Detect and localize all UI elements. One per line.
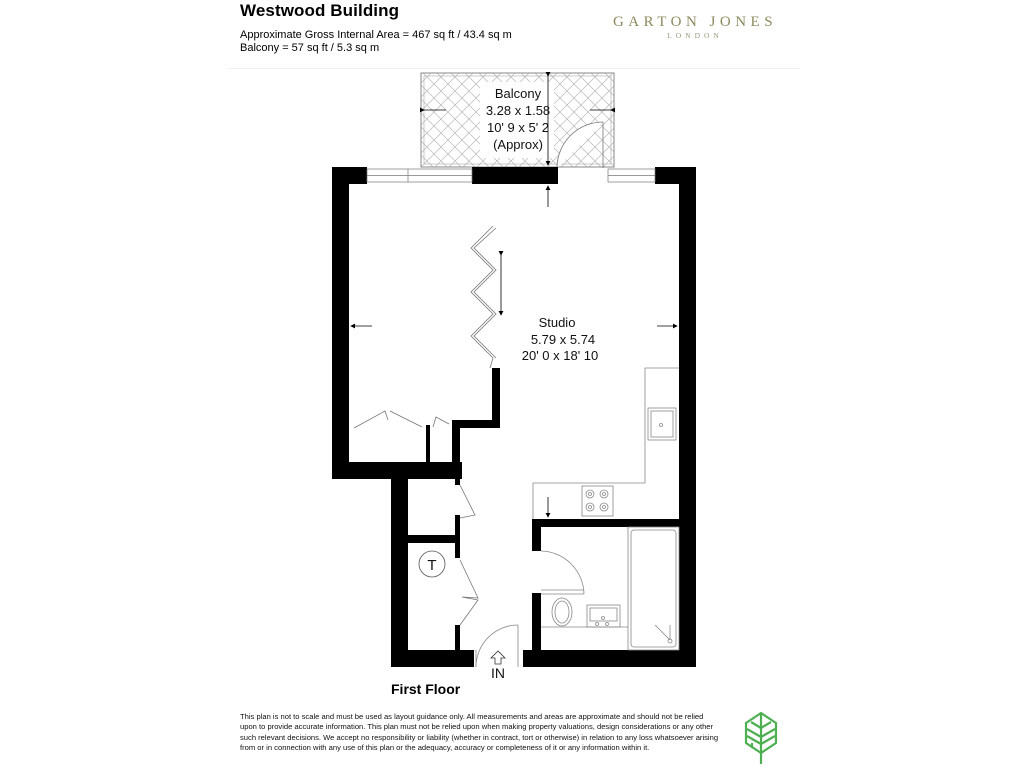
tree-house-icon [743, 710, 779, 766]
disclaimer-text: This plan is not to scale and must be used as layout guidance only. All measurements and areas are approximate and should not be relied upon to provide accurate information. This plan must not be relied upon when making property valuations, design considerations or any other such relevant decisions. We accept no responsibility or liability (whether in contract, tort or otherwise) in relation to any loss whatsoever arising from or in connection with any use of this plan or the adequacy, accuracy or completeness of it or any information within it. [240, 712, 719, 752]
balcony-metric: 3.28 x 1.58 [485, 103, 551, 118]
studio-imperial: 20' 0 x 18' 10 [521, 348, 599, 363]
entrance-label: IN [491, 665, 505, 681]
entrance-arrow-icon [491, 651, 505, 664]
studio-metric: 5.79 x 5.74 [530, 332, 596, 347]
wardrobe-doors [354, 411, 449, 428]
kitchen [533, 368, 679, 519]
balcony-name: Balcony [494, 86, 542, 101]
bifold-door [471, 226, 501, 368]
cupboard-doors [460, 485, 478, 625]
gross-area-text: Approximate Gross Internal Area = 467 sq ft / 43.4 sq m [240, 29, 512, 41]
brand-city: LONDON [667, 31, 723, 40]
brand-name: GARTON JONES [612, 14, 778, 30]
tank-label: T [427, 557, 437, 574]
bathroom [541, 527, 679, 650]
balcony-imperial: 10' 9 x 5' 2 [486, 120, 550, 135]
property-title: Westwood Building [240, 1, 400, 20]
balcony-note: (Approx) [493, 137, 543, 152]
balcony-area-text: Balcony = 57 sq ft / 5.3 sq m [240, 42, 380, 54]
studio-name: Studio [538, 315, 576, 330]
floor-label: First Floor [391, 681, 461, 697]
